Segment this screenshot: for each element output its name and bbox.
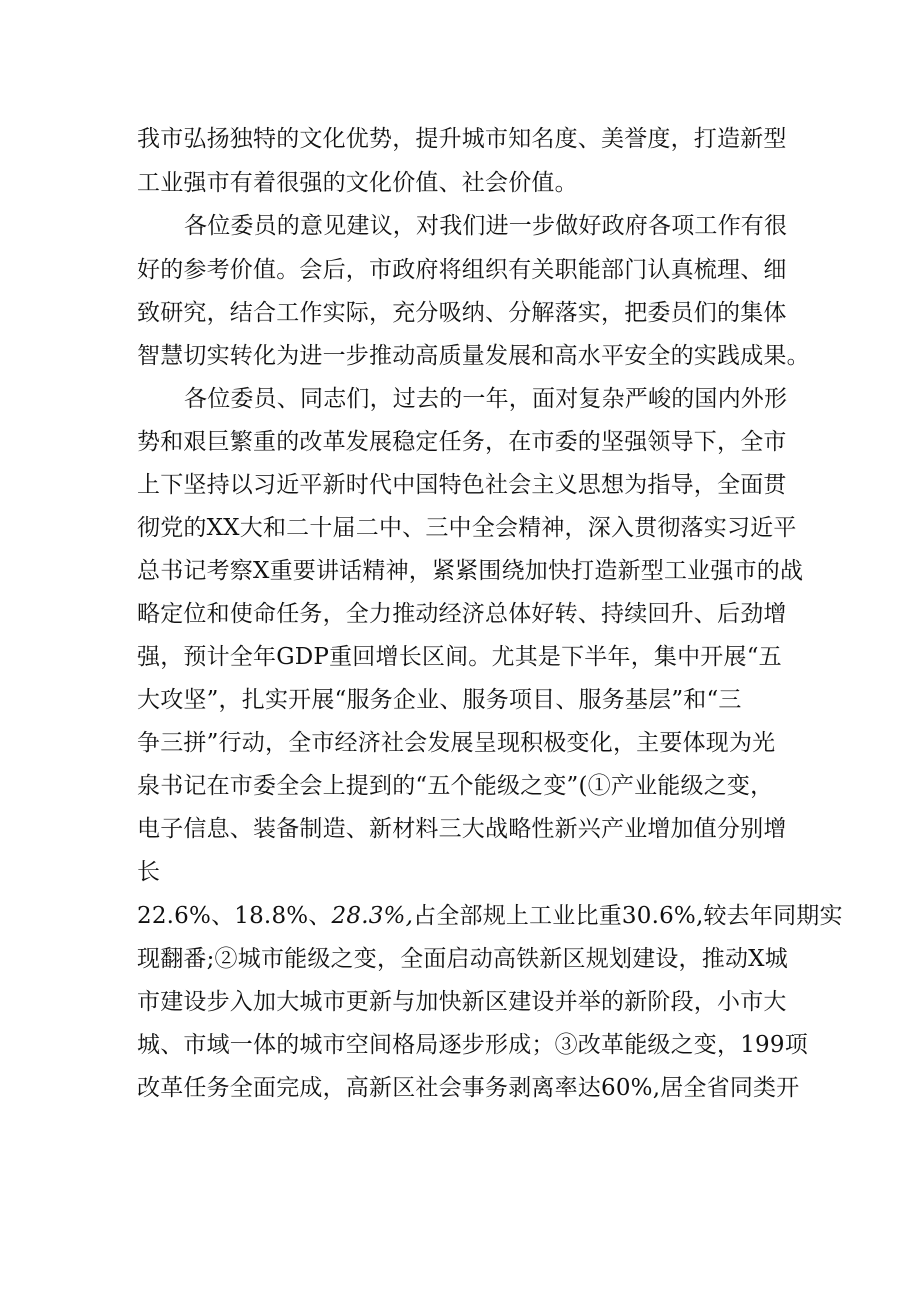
text-line: 工业强市有着很强的文化价值、社会价值。 <box>137 170 578 196</box>
text-line: 市建设步入加大城市更新与加快新区建设并举的新阶段，小市大 <box>137 989 787 1015</box>
text-line: 彻党的XX大和二十届二中、三中全会精神，深入贯彻落实习近平 <box>137 515 797 541</box>
text-line: 总书记考察X重要讲话精神，紧紧围绕加快打造新型工业强市的战 <box>137 558 804 584</box>
text-line: 泉书记在市委全会上提到的“五个能级之变”(①产业能级之变， <box>137 773 774 799</box>
text-line: 长 <box>137 859 161 885</box>
text-line: 强，预计全年GDP重回增长区间。尤其是下半年，集中开展“五 <box>137 644 782 670</box>
text-line-stats <box>137 901 843 931</box>
text-line: 势和艰巨繁重的改革发展稳定任务，在市委的坚强领导下，全市 <box>137 429 787 455</box>
text-line: 电子信息、装备制造、新材料三大战略性新兴产业增加值分别增 <box>137 816 787 842</box>
text-line: 好的参考价值。会后，市政府将组织有关职能部门认真梳理、细 <box>137 257 787 283</box>
text-line: 大攻坚”，扎实开展“服务企业、服务项目、服务基层”和“三 <box>137 687 742 713</box>
text-line: 现翻番;②城市能级之变，全面启动高铁新区规划建设，推动X城 <box>137 946 788 972</box>
text-line: 各位委员、同志们，过去的一年，面对复杂严峻的国内外形 <box>184 386 788 412</box>
stat-values: 22.6%、18.8%、 <box>137 903 332 929</box>
text-line: 争三拼”行动，全市经济社会发展呈现积极变化，主要体现为光 <box>137 730 776 756</box>
text-line: 略定位和使命任务，全力推动经济总体好转、持续回升、后劲增 <box>137 601 787 627</box>
text-line: 我市弘扬独特的文化优势，提升城市知名度、美誉度，打造新型 <box>137 126 787 152</box>
text-line: 智慧切实转化为进一步推动高质量发展和高水平安全的实践成果。 <box>137 343 810 369</box>
text-line: 城、市域一体的城市空间格局逐步形成；③改革能级之变，199项 <box>137 1032 808 1058</box>
text-line: 各位委员的意见建议，对我们进一步做好政府各项工作有很 <box>184 213 788 239</box>
text-line: 致研究，结合工作实际，充分吸纳、分解落实，把委员们的集体 <box>137 300 787 326</box>
text-line: 改革任务全面完成，高新区社会事务剥离率达60%,居全省同类开 <box>137 1075 800 1101</box>
text-line: 上下坚持以习近平新时代中国特色社会主义思想为指导，全面贯 <box>137 472 787 498</box>
stat-text: 占全部规上工业比重30.6%,较去年同期实 <box>413 903 843 929</box>
stat-value-italic: 28.3%, <box>331 903 414 929</box>
